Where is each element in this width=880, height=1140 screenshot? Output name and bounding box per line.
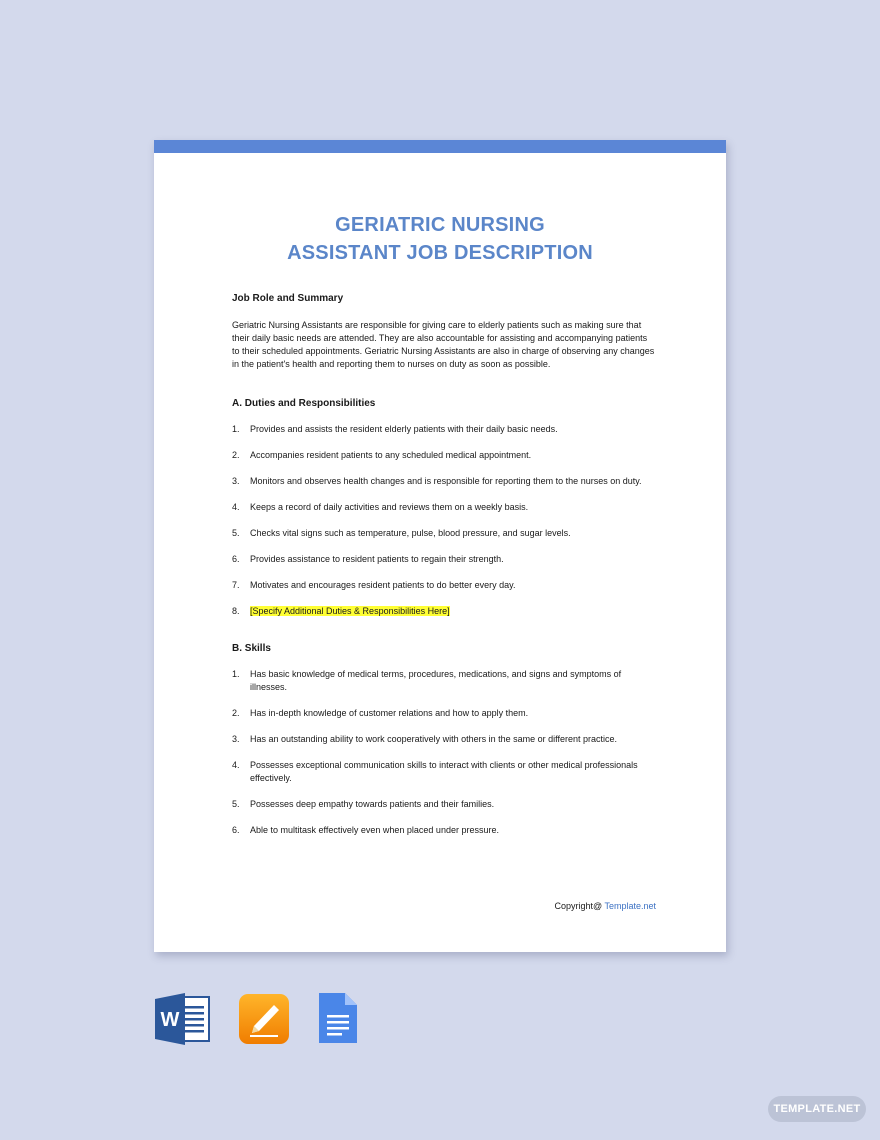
list-item xyxy=(232,579,656,592)
document-body xyxy=(232,292,656,850)
copyright-prefix: Copyright@ xyxy=(554,901,605,911)
summary-heading: Job Role and Summary xyxy=(232,293,344,304)
list-item-number: 2. xyxy=(232,708,240,718)
list-item-text: Has basic knowledge of medical terms, procedures, medications, and signs and symptoms of illnesses. xyxy=(250,669,622,692)
list-item xyxy=(232,759,656,785)
duties-list xyxy=(232,423,656,618)
list-item xyxy=(232,475,656,488)
list-item xyxy=(232,449,656,462)
list-item-number: 3. xyxy=(232,476,240,486)
list-item xyxy=(232,733,656,746)
copyright-link[interactable]: Template.net xyxy=(604,901,656,911)
google-docs-icon[interactable] xyxy=(317,993,359,1050)
list-item xyxy=(232,553,656,566)
document-title xyxy=(154,211,726,267)
list-item xyxy=(232,605,656,618)
title-line-1: GERIATRIC NURSING xyxy=(335,214,545,236)
title-line-2: ASSISTANT JOB DESCRIPTION xyxy=(287,242,593,264)
list-item-text: Accompanies resident patients to any scheduled medical appointment. xyxy=(250,450,532,460)
list-item-number: 5. xyxy=(232,799,240,809)
list-item-text: Has in-depth knowledge of customer relations and how to apply them. xyxy=(250,708,529,718)
template-net-badge[interactable]: TEMPLATE.NET xyxy=(768,1096,866,1122)
skills-heading: B. Skills xyxy=(232,643,271,654)
list-item-text: Motivates and encourages resident patients to do better every day. xyxy=(250,580,516,590)
list-item-number: 3. xyxy=(232,734,240,744)
apple-pages-icon[interactable] xyxy=(238,993,290,1050)
list-item xyxy=(232,798,656,811)
summary-paragraph: Geriatric Nursing Assistants are responsible for giving care to elderly patients such as making sure that their daily basic needs are attended. They are also accountable for assisting and accompanying patients to their scheduled appointments. Geriatric Nursing Assistants are also in charge of observing any changes in the patient's health and reporting them to nurses on duty as soon as possible. xyxy=(232,320,655,369)
list-item-text: Possesses deep empathy towards patients and their families. xyxy=(250,799,495,809)
list-item-text: Keeps a record of daily activities and reviews them on a weekly basis. xyxy=(250,502,529,512)
list-item-text: Monitors and observes health changes and is responsible for reporting them to the nurses on duty. xyxy=(250,476,642,486)
microsoft-word-icon[interactable] xyxy=(155,993,211,1050)
list-item-text: Able to multitask effectively even when placed under pressure. xyxy=(250,825,499,835)
document-page xyxy=(154,140,726,952)
list-item xyxy=(232,824,656,837)
list-item-text: Checks vital signs such as temperature, pulse, blood pressure, and sugar levels. xyxy=(250,528,571,538)
copyright-line xyxy=(554,901,656,911)
list-item-text: [Specify Additional Duties & Responsibilities Here] xyxy=(250,606,450,616)
list-item xyxy=(232,527,656,540)
list-item-number: 1. xyxy=(232,669,240,679)
list-item xyxy=(232,501,656,514)
list-item xyxy=(232,423,656,436)
list-item-text: Has an outstanding ability to work cooperatively with others in the same or different practice. xyxy=(250,734,618,744)
list-item-number: 4. xyxy=(232,502,240,512)
list-item-text: Provides assistance to resident patients to regain their strength. xyxy=(250,554,504,564)
svg-text:W: W xyxy=(160,1009,180,1031)
list-item-number: 1. xyxy=(232,424,240,434)
list-item-number: 7. xyxy=(232,580,240,590)
list-item-number: 4. xyxy=(232,760,240,770)
list-item xyxy=(232,668,656,694)
list-item-text: Possesses exceptional communication skills to interact with clients or other medical professionals effectively. xyxy=(250,760,638,783)
header-accent-bar xyxy=(154,140,726,153)
list-item-number: 6. xyxy=(232,554,240,564)
duties-heading: A. Duties and Responsibilities xyxy=(232,398,376,409)
list-item-number: 5. xyxy=(232,528,240,538)
list-item-number: 6. xyxy=(232,825,240,835)
list-item-text: Provides and assists the resident elderly patients with their daily basic needs. xyxy=(250,424,558,434)
skills-list xyxy=(232,668,656,837)
list-item-number: 8. xyxy=(232,606,240,616)
list-item-number: 2. xyxy=(232,450,240,460)
list-item xyxy=(232,707,656,720)
